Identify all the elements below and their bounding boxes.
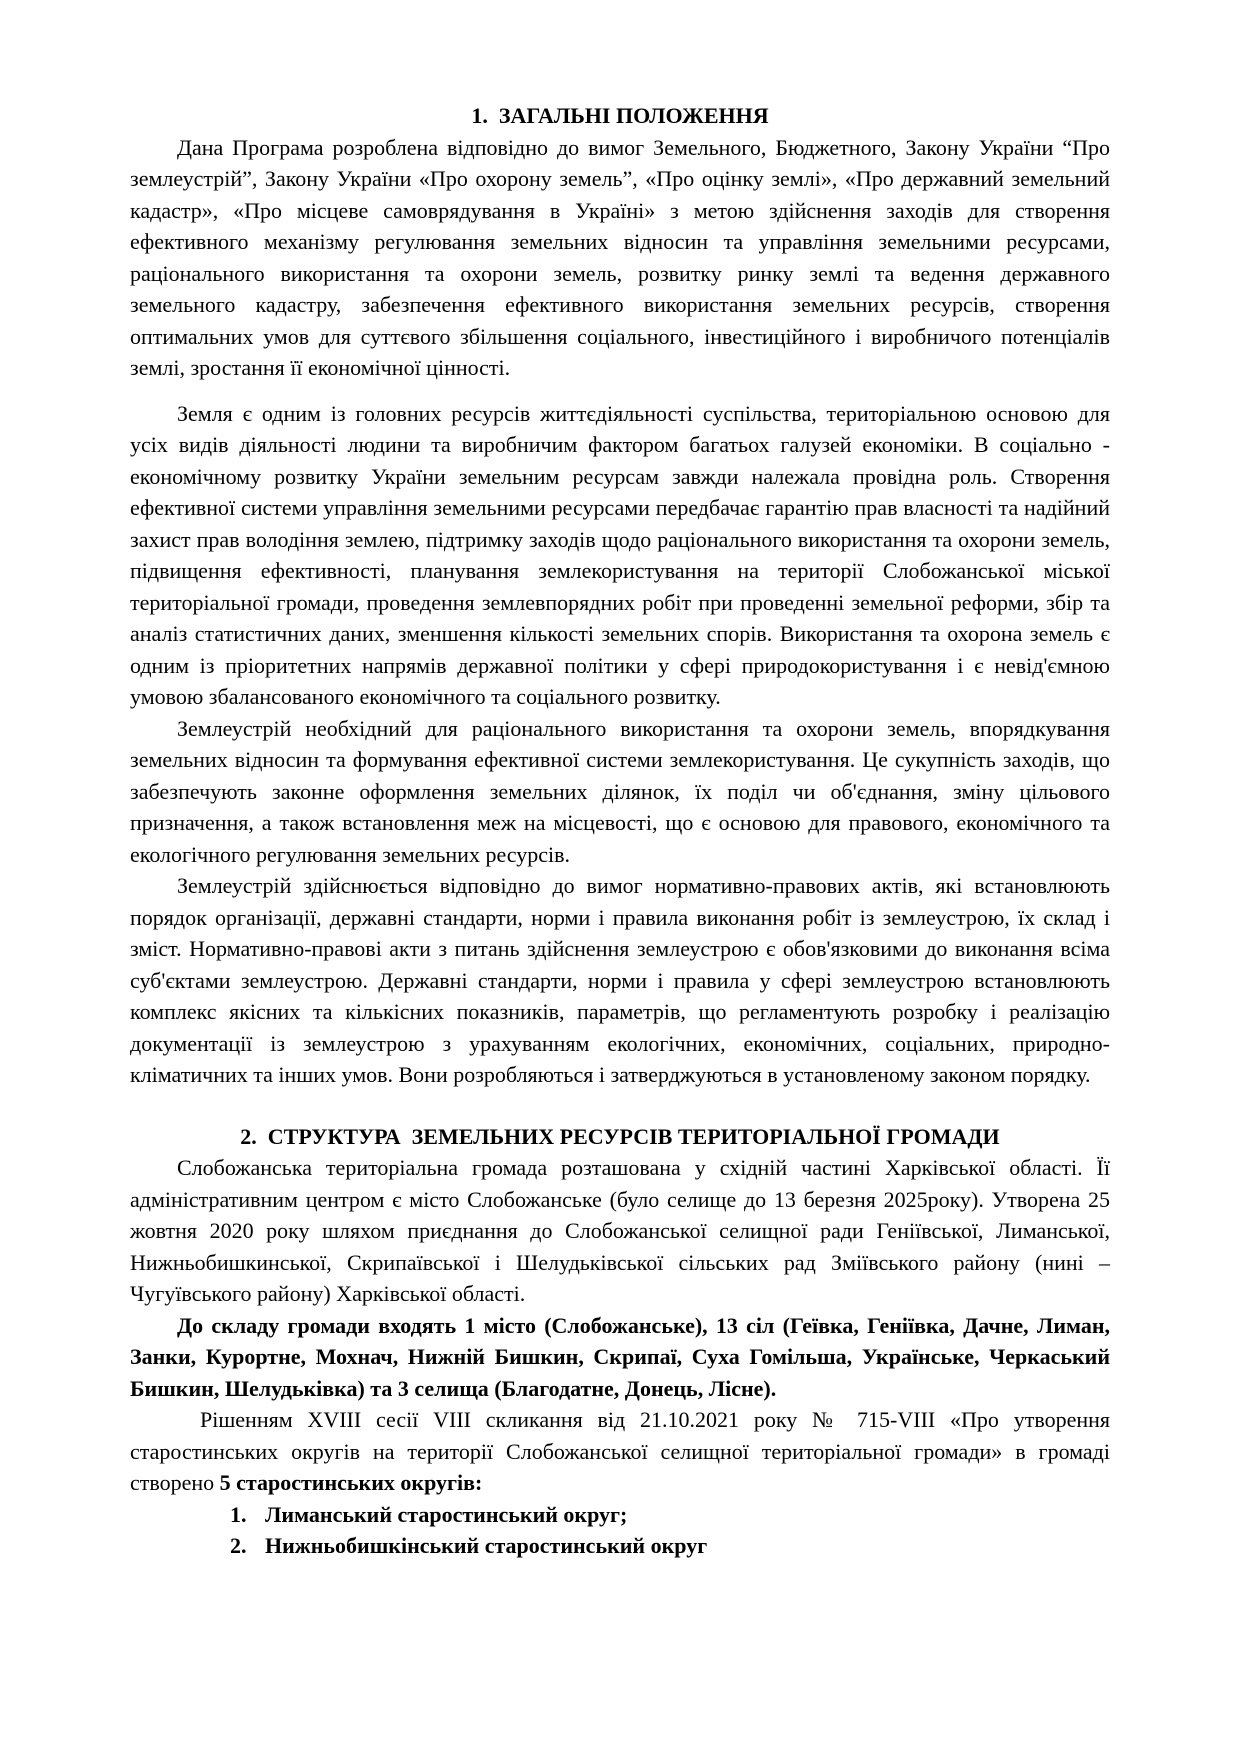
section-1-paragraph-4: Землеустрій здійснюється відповідно до вимог нормативно-правових актів, які встановлюють порядок організації, державні стандарти, норми і правила виконання робіт із землеустрою, їх склад і зміст. Нормативно-правові акти з питань здійснення землеустрою є обов'язковими до виконання всіма суб'єктами землеустрою. Державні стандарти, норми і правила у сфері землеустрою встановлюють комплекс якісних та кількісних показників, параметрів, що регламентують розробку і реалізацію документації із землеустрою з урахуванням екологічних, економічних, соціальних, природно-кліматичних та інших умов. Вони розробляються і затверджуються в установленому законом порядку. xyxy=(130,873,1110,1087)
decision-text-bold: 5 старостинських округів: xyxy=(219,1470,483,1495)
section-1-paragraph-1: Дана Програма розроблена відповідно до вимог Земельного, Бюджетного, Закону України “Про землеустрій”, Закону України «Про охорону земель”, «Про оцінку землі», «Про державний земельний кадастр», «Про місцеве самоврядування в Україні» з метою здійснення заходів для створення ефективного механізму регулювання земельних відносин та управління земельними ресурсами, раціонального використання та охорони земель, розвитку ринку землі та ведення державного земельного кадастру, забезпечення ефективного використання земельних ресурсів, створення оптимальних умов для суттєвого збільшення соціального, інвестиційного і виробничого потенціалів землі, зростання її економічної цінності. xyxy=(130,134,1110,380)
okrug-item-number: 1. xyxy=(230,1501,247,1527)
section-1-paragraph-3: Землеустрій необхідний для раціонального використання та охорони земель, впорядкування земельних відносин та формування ефективної системи землекористування. Це сукупність заходів, що забезпечують законне оформлення земельних ділянок, їх поділ чи об'єднання, зміну цільового призначення, а також встановлення меж на місцевості, що є основою для правового, економічного та екологічного регулювання земельних ресурсів. xyxy=(130,715,1110,867)
okrug-list-item-2 xyxy=(130,1530,1110,1562)
section-2-heading: 2. СТРУКТУРА ЗЕМЕЛЬНИХ РЕСУРСІВ ТЕРИТОРІАЛЬНОЇ ГРОМАДИ xyxy=(240,1123,1000,1149)
okrug-list-item-1 xyxy=(130,1499,1110,1531)
section-1-heading: 1. ЗАГАЛЬНІ ПОЛОЖЕННЯ xyxy=(471,103,769,128)
section-2-paragraph-1: Слобожанська територіальна громада розташована у східній частині Харківської області. Її адміністративним центром є місто Слобожанське (було селище до 13 березня 2025року). Утворена 25 жовтня 2020 року шляхом приєднання до Слобожанської селищної ради Геніївської, Лиманської, Нижньобишкинської, Скрипаївської і Шелудьківської сільських рад Зміївського району (нині – Чугуївського району) Харківської області. xyxy=(130,1155,1110,1306)
section-2-paragraph-3-decision xyxy=(130,1404,1110,1499)
okrug-item-label: Нижньобишкінський старостинський округ xyxy=(265,1533,708,1558)
decision-text: Рішенням XVIII сесії VIII скликання від 21.10.2021 року № 715-VIII «Про утворення старостинських округів на території Слобожанської селищної територіальної громади» в громаді створено xyxy=(130,1407,1110,1495)
section-2-paragraph-2-settlements: До складу громади входять 1 місто (Слобожанське), 13 сіл (Геївка, Геніївка, Дачне, Лиман, Занки, Курортне, Мохнач, Нижній Бишкин, Скрипаї, Суха Гомільша, Українське, Черкаський Бишкин, Шелудьківка) та 3 селища (Благодатне, Донець, Лісне). xyxy=(130,1312,1110,1401)
okrug-list xyxy=(130,1499,1110,1562)
okrug-item-number: 2. xyxy=(230,1533,247,1558)
section-1-paragraph-2: Земля є одним із головних ресурсів життєдіяльності суспільства, територіальною основою для усіх видів діяльності людини та виробничим фактором багатьох галузей економіки. В соціально - економічному розвитку України земельним ресурсам завжди належала провідна роль. Створення ефективної системи управління земельними ресурсами передбачає гарантію прав власності та надійний захист прав володіння землею, підтримку заходів щодо раціонального використання та охорони земель, підвищення ефективності, планування землекористування на території Слобожанської міської територіальної громади, проведення землевпорядних робіт при проведенні земельної реформи, збір та аналіз статистичних даних, зменшення кількості земельних спорів. Використання та охорона земель є одним із пріоритетних напрямів державної політики у сфері природокористування і є невід'ємною умовою збалансованого економічного та соціального розвитку. xyxy=(130,400,1110,709)
okrug-item-label: Лиманський старостинський округ; xyxy=(265,1501,628,1527)
